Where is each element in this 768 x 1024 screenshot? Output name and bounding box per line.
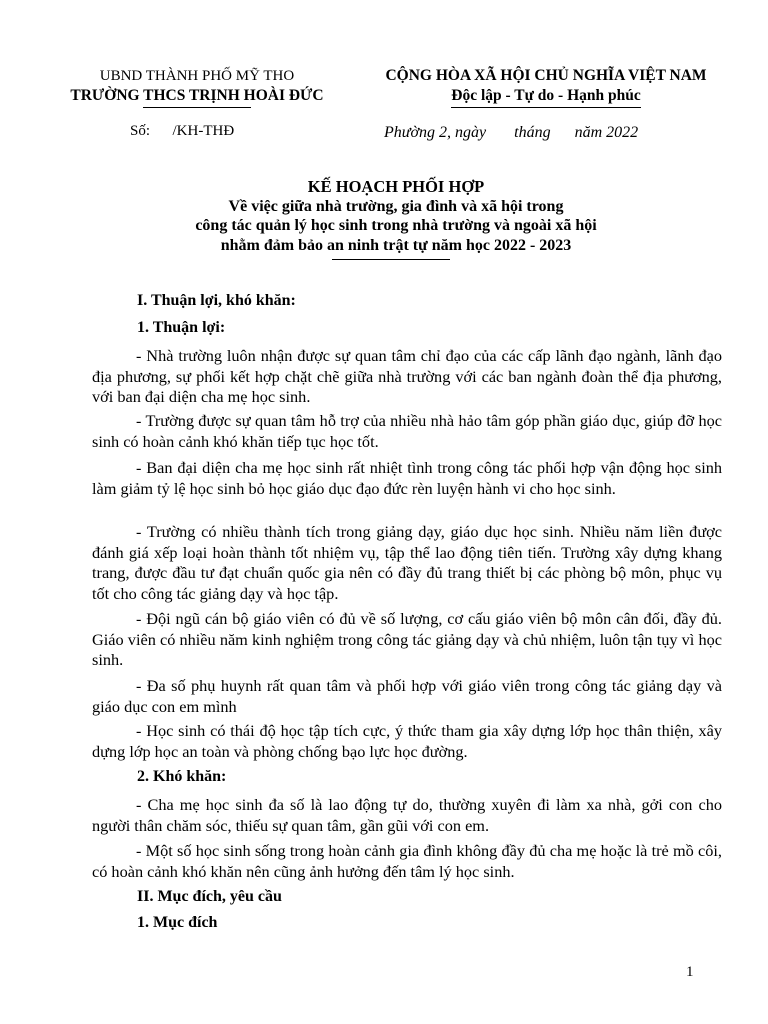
difficulty-paragraph: - Cha mẹ học sinh đa số là lao động tự do, thường xuyên đi làm xa nhà, gởi con cho người thân chăm sóc, thiếu sự quan tâm, gần gũi với con em. (92, 795, 722, 835)
advantage-paragraph: - Nhà trường luôn nhận được sự quan tâm chỉ đạo của các cấp lãnh đạo ngành, lãnh đạo địa phương, sự phối kết hợp chặt chẽ giữa nhà trường với các ban ngành đoàn thể địa phương, với ban đại diện cha mẹ học sinh. (92, 346, 722, 406)
section-1-heading: I. Thuận lợi, khó khăn: (137, 292, 296, 309)
difficulty-paragraph: - Một số học sinh sống trong hoàn cảnh gia đình không đầy đủ cha mẹ hoặc là trẻ mồ côi, có hoàn cảnh khó khăn nên cũng ảnh hưởng đến tâm lý học sinh. (92, 841, 722, 881)
advantage-paragraph: - Đội ngũ cán bộ giáo viên có đủ về số lượng, cơ cấu giáo viên bộ môn cân đối, đầy đủ. Giáo viên có nhiều năm kinh nghiệm trong công tác giảng dạy và chủ nhiệm, luôn tận tụy vì học sinh. (92, 609, 722, 669)
document-title (48, 177, 744, 255)
advantage-paragraph: - Ban đại diện cha mẹ học sinh rất nhiệt tình trong công tác phối hợp vận động học sinh làm giảm tỷ lệ học sinh bỏ học giáo dục đạo đức rèn luyện hành vi cho học sinh. (92, 458, 722, 498)
advantage-paragraph: - Đa số phụ huynh rất quan tâm và phối hợp với giáo viên trong công tác giảng dạy và giáo dục con em mình (92, 676, 722, 716)
section-2-heading: II. Mục đích, yêu cầu (137, 888, 282, 905)
document-date: Phường 2, ngày tháng năm 2022 (384, 124, 639, 141)
page-number: 1 (686, 964, 694, 980)
section-2-1-heading: 1. Mục đích (137, 914, 218, 931)
advantage-paragraph: - Trường được sự quan tâm hỗ trợ của nhiều nhà hảo tâm góp phần giáo dục, giúp đỡ học sinh có hoàn cảnh khó khăn tiếp tục học tốt. (92, 411, 722, 451)
title-line-3: công tác quản lý học sinh trong nhà trường và ngoài xã hội (195, 217, 597, 234)
title-line-1: KẾ HOẠCH PHỐI HỢP (307, 177, 485, 196)
nation-line-1: CỘNG HÒA XÃ HỘI CHỦ NGHĨA VIỆT NAM (385, 67, 707, 84)
title-underline (332, 259, 450, 260)
national-heading (346, 66, 746, 108)
section-1-1-heading: 1. Thuận lợi: (137, 319, 226, 336)
org-line-2: TRƯỜNG THCS TRỊNH HOÀI ĐỨC (70, 87, 324, 104)
org-underline (143, 107, 251, 108)
org-line-1: UBND THÀNH PHỐ MỸ THO (99, 68, 295, 84)
advantage-paragraph: - Học sinh có thái độ học tập tích cực, ý thức tham gia xây dựng lớp học thân thiện, xây dựng lớp học an toàn và phòng chống bạo lực học đường. (92, 721, 722, 761)
title-line-2: Về việc giữa nhà trường, gia đình và xã hội trong (228, 197, 564, 215)
document-number: Số: /KH-THĐ (130, 123, 235, 139)
section-1-2-heading: 2. Khó khăn: (137, 768, 227, 785)
nation-motto: Độc lập - Tự do - Hạnh phúc (451, 86, 640, 108)
title-line-4: nhằm đảm bảo an ninh trật tự năm học 2022 - 2023 (220, 236, 572, 254)
advantage-paragraph: - Trường có nhiều thành tích trong giảng dạy, giáo dục học sinh. Nhiều năm liền được đánh giá xếp loại hoàn thành tốt nhiệm vụ, tập thể lao động tiên tiến. Trường xây dựng khang trang, được đầu tư đạt chuẩn quốc gia nên có đầy đủ trang thiết bị các phòng bộ môn, phục vụ tốt cho công tác giảng dạy và học tập. (92, 522, 722, 603)
issuing-organization (48, 66, 346, 108)
